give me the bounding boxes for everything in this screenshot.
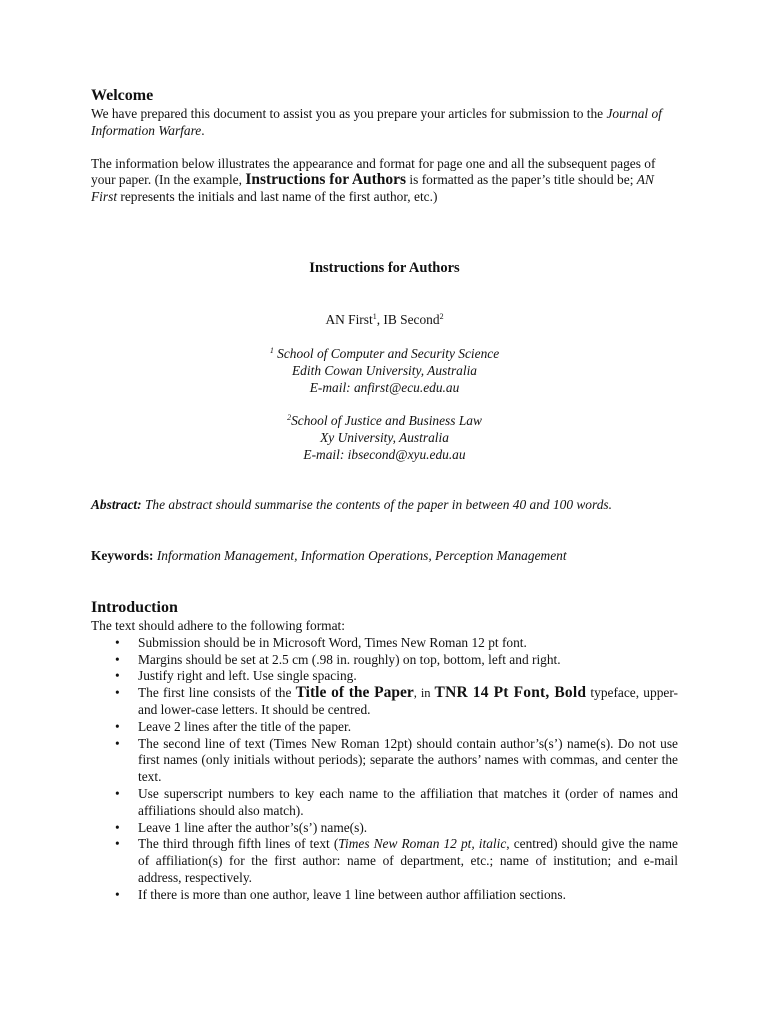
bullet-icon: • xyxy=(115,886,120,902)
affiliation-1 xyxy=(91,346,678,396)
list-item-text: Margins should be set at 2.5 cm (.98 in. roughly) on top, bottom, left and right. xyxy=(138,651,561,667)
affiliation-1-dept: School of Computer and Security Science xyxy=(273,346,500,361)
bullet-icon: • xyxy=(115,735,120,751)
list-item-text: Leave 1 line after the author’s(s’) name(s). xyxy=(138,819,368,835)
bullet-icon: • xyxy=(115,685,120,701)
affiliation-2 xyxy=(91,413,678,463)
font-italic-spec: Times New Roman 12 pt, italic xyxy=(338,836,507,852)
welcome-p1-text: We have prepared this document to assist you as you prepare your articles for submission to the xyxy=(91,106,607,121)
list-item xyxy=(91,668,678,685)
affiliation-2-dept: School of Justice and Business Law xyxy=(291,413,482,428)
author-1: AN First xyxy=(325,312,373,327)
list-item-text: Leave 2 lines after the title of the paper. xyxy=(138,718,352,734)
bullet-icon: • xyxy=(115,836,120,852)
bullet-icon: • xyxy=(115,785,120,801)
list-item-text: , in xyxy=(413,686,435,701)
affiliation-1-line-3: E-mail: anfirst@ecu.edu.au xyxy=(309,379,460,395)
author-2: IB Second xyxy=(383,312,440,327)
keywords xyxy=(91,548,678,565)
introduction-section xyxy=(91,598,678,904)
bullet-icon: • xyxy=(115,634,120,650)
list-item-text: The first line consists of the xyxy=(138,685,296,701)
affiliation-2-line-1 xyxy=(91,413,678,430)
list-item-text: Submission should be in Microsoft Word, Times New Roman 12 pt font. xyxy=(138,634,527,650)
welcome-paragraph-1 xyxy=(91,106,678,140)
affiliation-1-line-1 xyxy=(91,346,678,363)
affiliation-1-sup: 1 xyxy=(269,346,274,355)
list-item xyxy=(91,719,678,736)
bullet-icon: • xyxy=(115,819,120,835)
example-title: Instructions for Authors xyxy=(245,171,407,189)
welcome-paragraph-2 xyxy=(91,156,678,206)
author-line xyxy=(91,312,678,329)
introduction-heading: Introduction xyxy=(91,599,178,616)
introduction-lead: The text should adhere to the following format: xyxy=(91,618,345,633)
keywords-paragraph xyxy=(91,548,678,565)
abstract-label: Abstract: xyxy=(91,497,142,512)
list-item xyxy=(91,887,678,904)
example-author: AN First xyxy=(91,172,654,205)
list-item-text: typeface, upper- and lower-case letters. It should be centred. xyxy=(138,685,678,717)
abstract-text: The abstract should summarise the contents of the paper in between 40 and 100 words. xyxy=(141,497,612,512)
author-separator: , xyxy=(376,312,384,327)
affiliation-1-line-2: Edith Cowan University, Australia xyxy=(292,362,477,378)
font-spec: TNR 14 Pt Font, Bold xyxy=(434,684,587,702)
list-item xyxy=(91,685,678,719)
list-item xyxy=(91,786,678,820)
list-item-text: The second line of text (Times New Roman 12pt) should contain author’s(s’) name(s). Do not use first names (only initials without periods); separate the authors’ names with commas, and center the text. xyxy=(138,735,678,785)
list-item-text: , centred) should give the name of affiliation(s) for the first author: name of department, etc.; name of institution; and e-mail address, respectively. xyxy=(138,836,678,885)
sample-title-block xyxy=(91,260,678,277)
list-item xyxy=(91,652,678,669)
affiliation-2-sup: 2 xyxy=(287,413,292,422)
welcome-p2-text-c: represents the initials and last name of the first author, etc.) xyxy=(117,189,438,205)
list-item xyxy=(91,836,678,886)
affiliation-2-line-3: E-mail: ibsecond@xyu.edu.au xyxy=(303,446,466,462)
abstract xyxy=(91,497,678,514)
format-list xyxy=(91,635,678,904)
sample-authors xyxy=(91,312,678,329)
list-item-text: Justify right and left. Use single spacing. xyxy=(138,668,357,684)
bullet-icon: • xyxy=(115,668,120,684)
author-2-sup: 2 xyxy=(439,312,444,321)
welcome-heading: Welcome xyxy=(91,87,154,104)
title-of-paper: Title of the Paper xyxy=(295,684,414,702)
keywords-label: Keywords: xyxy=(91,548,154,563)
welcome-section xyxy=(91,86,678,206)
keywords-text: Information Management, Information Operations, Perception Management xyxy=(153,548,567,563)
list-item-text: Use superscript numbers to key each name to the affiliation that matches it (order of names and affiliations should also match). xyxy=(138,785,678,818)
list-item-text: If there is more than one author, leave 1 line between author affiliation sections. xyxy=(138,886,566,902)
sample-title: Instructions for Authors xyxy=(309,260,460,276)
author-1-sup: 1 xyxy=(372,312,377,321)
bullet-icon: • xyxy=(115,718,120,734)
list-item xyxy=(91,635,678,652)
welcome-p1-end: . xyxy=(201,122,205,138)
affiliation-2-line-2: Xy University, Australia xyxy=(320,429,449,445)
welcome-p2-text: The information below illustrates the appearance and format for page one and all the subsequent pages of your paper. (In the example, xyxy=(91,155,656,188)
journal-name: Journal of Information Warfare xyxy=(91,106,662,138)
list-item xyxy=(91,820,678,837)
welcome-p2-text-b: is formatted as the paper’s title should be; xyxy=(406,172,637,188)
abstract-paragraph xyxy=(91,497,678,514)
list-item-text: The third through fifth lines of text ( xyxy=(138,836,339,852)
list-item xyxy=(91,736,678,786)
bullet-icon: • xyxy=(115,651,120,667)
